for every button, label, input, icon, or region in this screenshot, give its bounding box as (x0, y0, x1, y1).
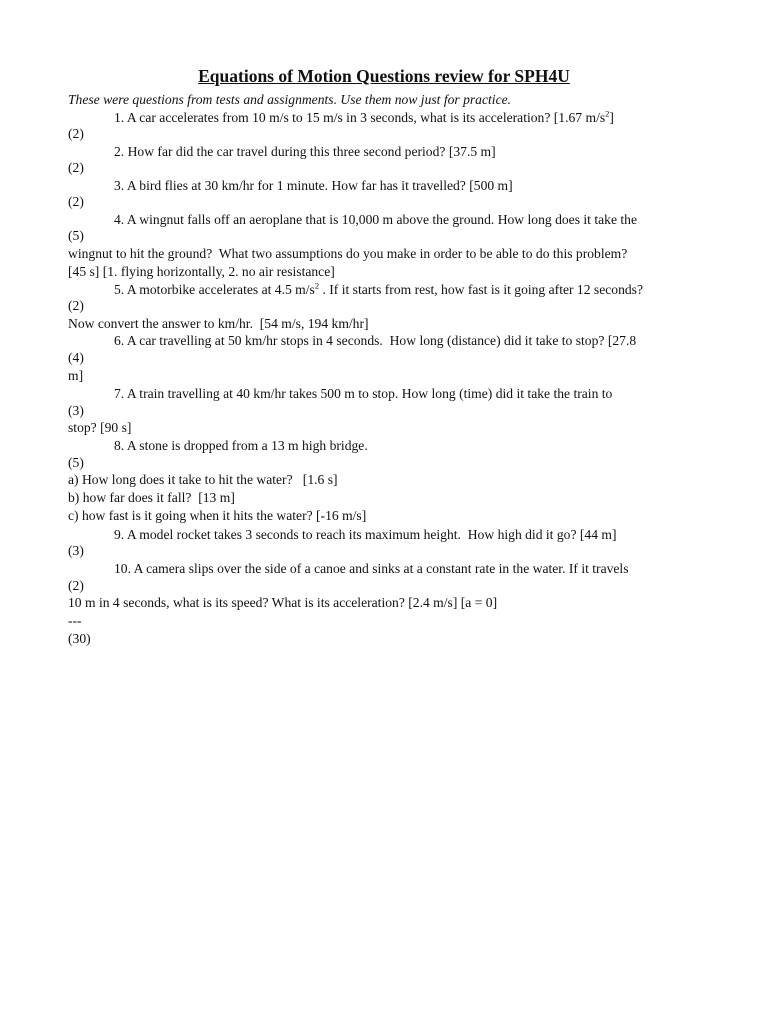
question-9: 9. A model rocket takes 3 seconds to reach its maximum height. How high did it go? [44 m] (114, 527, 617, 542)
intro-text: These were questions from tests and assignments. Use them now just for practice. (68, 92, 512, 107)
marks-q8: (5) (68, 455, 84, 470)
question-6-continued: m] (68, 368, 84, 383)
question-6: 6. A car travelling at 50 km/hr stops in 4 seconds. How long (distance) did it take to stop? [27.8 (114, 333, 637, 348)
question-4-continued: wingnut to hit the ground? What two assumptions do you make in order to be able to do this problem? (68, 246, 628, 261)
document-title: Equations of Motion Questions review for SPH4U (198, 66, 570, 86)
question-10: 10. A camera slips over the side of a canoe and sinks at a constant rate in the water. If it travels (114, 561, 629, 576)
marks-q3: (2) (68, 194, 84, 209)
question-7-continued: stop? [90 s] (68, 420, 132, 435)
marks-q6: (4) (68, 350, 84, 365)
total-marks: (30) (68, 631, 91, 646)
question-5: 5. A motorbike accelerates at 4.5 $m/s^2$ . If it starts from rest, how fast is it going after 12 seconds? (114, 280, 643, 297)
question-7: 7. A train travelling at 40 km/hr takes 500 m to stop. How long (time) did it take the train to (114, 386, 613, 401)
marks-q9: (3) (68, 543, 84, 558)
marks-q4: (5) (68, 228, 84, 243)
question-8c: c) how fast is it going when it hits the water? [-16 m/s] (68, 508, 367, 523)
question-1: 1. A car accelerates from 10 m/s to 15 m/s in 3 seconds, what is its acceleration? [1.67 $m/s^2$] (114, 108, 614, 125)
question-2: 2. How far did the car travel during this three second period? [37.5 m] (114, 144, 496, 159)
total-divider: --- (68, 613, 82, 628)
question-5-continued: Now convert the answer to km/hr. [54 m/s, 194 km/hr] (68, 316, 369, 331)
question-8a: a) How long does it take to hit the water? [1.6 s] (68, 472, 338, 487)
marks-q1: (2) (68, 126, 84, 141)
question-4-answer: [45 s] [1. flying horizontally, 2. no air resistance] (68, 264, 335, 279)
question-4: 4. A wingnut falls off an aeroplane that is 10,000 m above the ground. How long does it take the (114, 212, 638, 227)
question-10-continued: 10 m in 4 seconds, what is its speed? What is its acceleration? [2.4 m/s] [a = 0] (68, 595, 498, 610)
marks-q2: (2) (68, 160, 84, 175)
question-3: 3. A bird flies at 30 km/hr for 1 minute. How far has it travelled? [500 m] (114, 178, 513, 193)
marks-q10: (2) (68, 578, 84, 593)
question-8: 8. A stone is dropped from a 13 m high bridge. (114, 438, 368, 453)
marks-q7: (3) (68, 403, 84, 418)
marks-q5: (2) (68, 298, 84, 313)
question-8b: b) how far does it fall? [13 m] (68, 490, 235, 505)
